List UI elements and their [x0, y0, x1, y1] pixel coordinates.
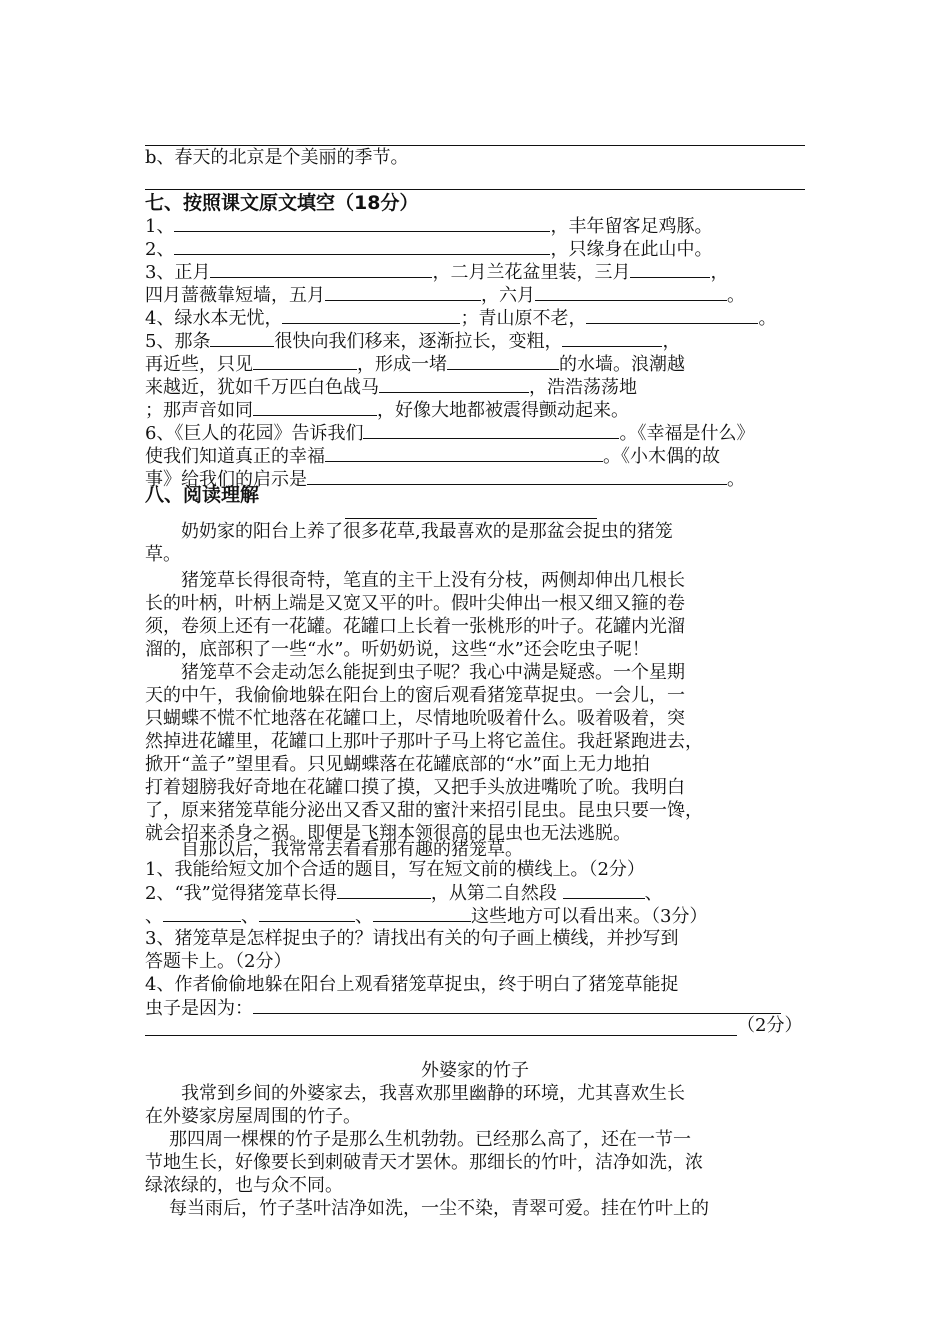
- reading-q4-score: （2分）: [737, 1015, 803, 1036]
- reading-q4: 4、作者偷偷地躲在阳台上观看猪笼草捉虫，终于明白了猪笼草能捉: [145, 974, 679, 995]
- passage-line: 打着翅膀我好奇地在花罐口摸了摸，又把手头放进嘴吮了吮。我明白: [145, 777, 685, 798]
- blank-field[interactable]: [630, 261, 710, 278]
- blank-field[interactable]: [325, 445, 603, 462]
- section-7-heading: 七、按照课文原文填空（18分）: [145, 192, 419, 214]
- story-line: 每当雨后，竹子茎叶洁净如洗，一尘不染，青翠可爱。挂在竹叶上的: [169, 1198, 709, 1219]
- passage-line: 猪笼草长得很奇特，笔直的主干上没有分枝，两侧却伸出几根长: [181, 570, 685, 591]
- fill-q3-cont: 四月蔷薇靠短墙，五月 ，六月 。: [145, 285, 745, 306]
- blank-field[interactable]: [363, 422, 619, 439]
- blank-field[interactable]: [373, 905, 471, 922]
- answer-line: [145, 145, 805, 146]
- fill-q5-cont: 再近些，只见 ，形成一堵 的水墙。浪潮越: [145, 354, 685, 375]
- passage-line: 了，原来猪笼草能分泌出又香又甜的蜜汁来招引昆虫。昆虫只要一馋，: [145, 800, 703, 821]
- passage-line: 掀开“盖子”望里看。只见蝴蝶落在花罐底部的“水”面上无力地拍: [145, 754, 650, 775]
- passage-line: 只蝴蝶不慌不忙地落在花罐口上，尽情地吮吸着什么。吸着吸着，突: [145, 708, 685, 729]
- reading-q3-cont: 答题卡上。（2分）: [145, 951, 292, 972]
- answer-line[interactable]: [145, 1035, 737, 1036]
- blank-field[interactable]: [282, 307, 460, 324]
- sentence-b: b、春天的北京是个美丽的季节。: [145, 147, 409, 168]
- blank-field[interactable]: [325, 284, 481, 301]
- passage-line: 就会招来杀身之祸。即便是飞翔本领很高的昆虫也无法逃脱。: [145, 823, 631, 844]
- passage-line: 须，卷须上还有一花罐。花罐口上长着一张桃形的叶子。花罐内光溜: [145, 616, 685, 637]
- reading-q2-cont: 、 、 、 这些地方可以看出来。（3分）: [145, 906, 708, 927]
- blank-field[interactable]: [337, 882, 431, 899]
- fill-q5: 5、那条 很快向我们移来，逐渐拉长，变粗， ，: [145, 331, 681, 352]
- blank-field[interactable]: [259, 905, 355, 922]
- fill-q3: 3、正月 ，二月兰花盆里装，三月 ，: [145, 262, 729, 283]
- passage-line: 草。: [145, 544, 181, 565]
- story-line: 在外婆家房屋周围的竹子。: [145, 1106, 361, 1127]
- story-title: 外婆家的竹子: [421, 1060, 529, 1081]
- reading-q4-cont: 虫子是因为：: [145, 997, 781, 1020]
- fill-q4: 4、绿水本无忧， ；青山原不老， 。: [145, 308, 777, 329]
- blank-field[interactable]: [174, 215, 550, 232]
- worksheet-page: [145, 0, 805, 1344]
- blank-field[interactable]: [253, 997, 781, 1014]
- fill-q6-cont: 事》给我们的启示是 。: [145, 469, 745, 490]
- blank-field[interactable]: [563, 882, 645, 899]
- blank-field[interactable]: [210, 261, 432, 278]
- story-line: 我常到乡间的外婆家去，我喜欢那里幽静的环境，尤其喜欢生长: [181, 1083, 685, 1104]
- title-answer-line[interactable]: [345, 518, 597, 519]
- blank-field[interactable]: [535, 284, 727, 301]
- blank-field[interactable]: [447, 353, 559, 370]
- passage-line: 然掉进花罐里，花罐口上那叶子那叶子马上将它盖住。我赶紧跑进去，: [145, 731, 703, 752]
- blank-field[interactable]: [163, 905, 241, 922]
- answer-line: [145, 189, 805, 190]
- blank-field[interactable]: [586, 307, 758, 324]
- fill-q6-cont: 使我们知道真正的幸福 。《小木偶的故: [145, 446, 720, 467]
- reading-q3: 3、猪笼草是怎样捉虫子的？请找出有关的句子画上横线，并抄写到: [145, 928, 679, 949]
- story-line: 节地生长，好像要长到刺破青天才罢休。那细长的竹叶，洁净如洗，浓: [145, 1152, 703, 1173]
- reading-q1: 1、我能给短文加个合适的题目，写在短文前的横线上。（2分）: [145, 859, 645, 880]
- fill-q1: 1、 ，丰年留客足鸡豚。: [145, 216, 713, 237]
- blank-field[interactable]: [210, 330, 274, 347]
- passage-line: 奶奶家的阳台上养了很多花草,我最喜欢的是那盆会捉虫的猪笼: [181, 521, 673, 542]
- reading-q2: 2、“我”觉得猪笼草长得 ，从第二自然段 、: [145, 883, 663, 904]
- blank-field[interactable]: [379, 376, 529, 393]
- fill-q5-cont: 来越近，犹如千万匹白色战马 ，浩浩荡荡地: [145, 377, 637, 398]
- fill-q5-cont: ；那声音如同 ，好像大地都被震得颤动起来。: [145, 400, 629, 421]
- story-line: 绿浓绿的，也与众不同。: [145, 1175, 343, 1196]
- blank-field[interactable]: [562, 330, 662, 347]
- passage-line: 天的中午，我偷偷地躲在阳台上的窗后观看猪笼草捉虫。一会儿，一: [145, 685, 685, 706]
- blank-field[interactable]: [174, 238, 550, 255]
- section-8-heading: 八、阅读理解: [145, 484, 260, 506]
- blank-field[interactable]: [253, 399, 377, 416]
- fill-q2: 2、 ，只缘身在此山中。: [145, 239, 713, 260]
- passage-line: 自那以后，我常常去看看那有趣的猪笼草。: [181, 839, 523, 860]
- story-line: 那四周一棵棵的竹子是那么生机勃勃。已经那么高了，还在一节一: [169, 1129, 691, 1150]
- passage-line: 猪笼草不会走动怎么能捉到虫子呢？我心中满是疑惑。一个星期: [181, 662, 685, 683]
- passage-line: 溜的，底部积了一些“水”。听奶奶说，这些“水”还会吃虫子呢！: [145, 639, 650, 660]
- blank-field[interactable]: [307, 468, 727, 485]
- passage-line: 长的叶柄，叶柄上端是又宽又平的叶。假叶尖伸出一根又细又箍的卷: [145, 593, 685, 614]
- fill-q6: 6、《巨人的花园》告诉我们 。《幸福是什么》: [145, 423, 755, 444]
- blank-field[interactable]: [253, 353, 357, 370]
